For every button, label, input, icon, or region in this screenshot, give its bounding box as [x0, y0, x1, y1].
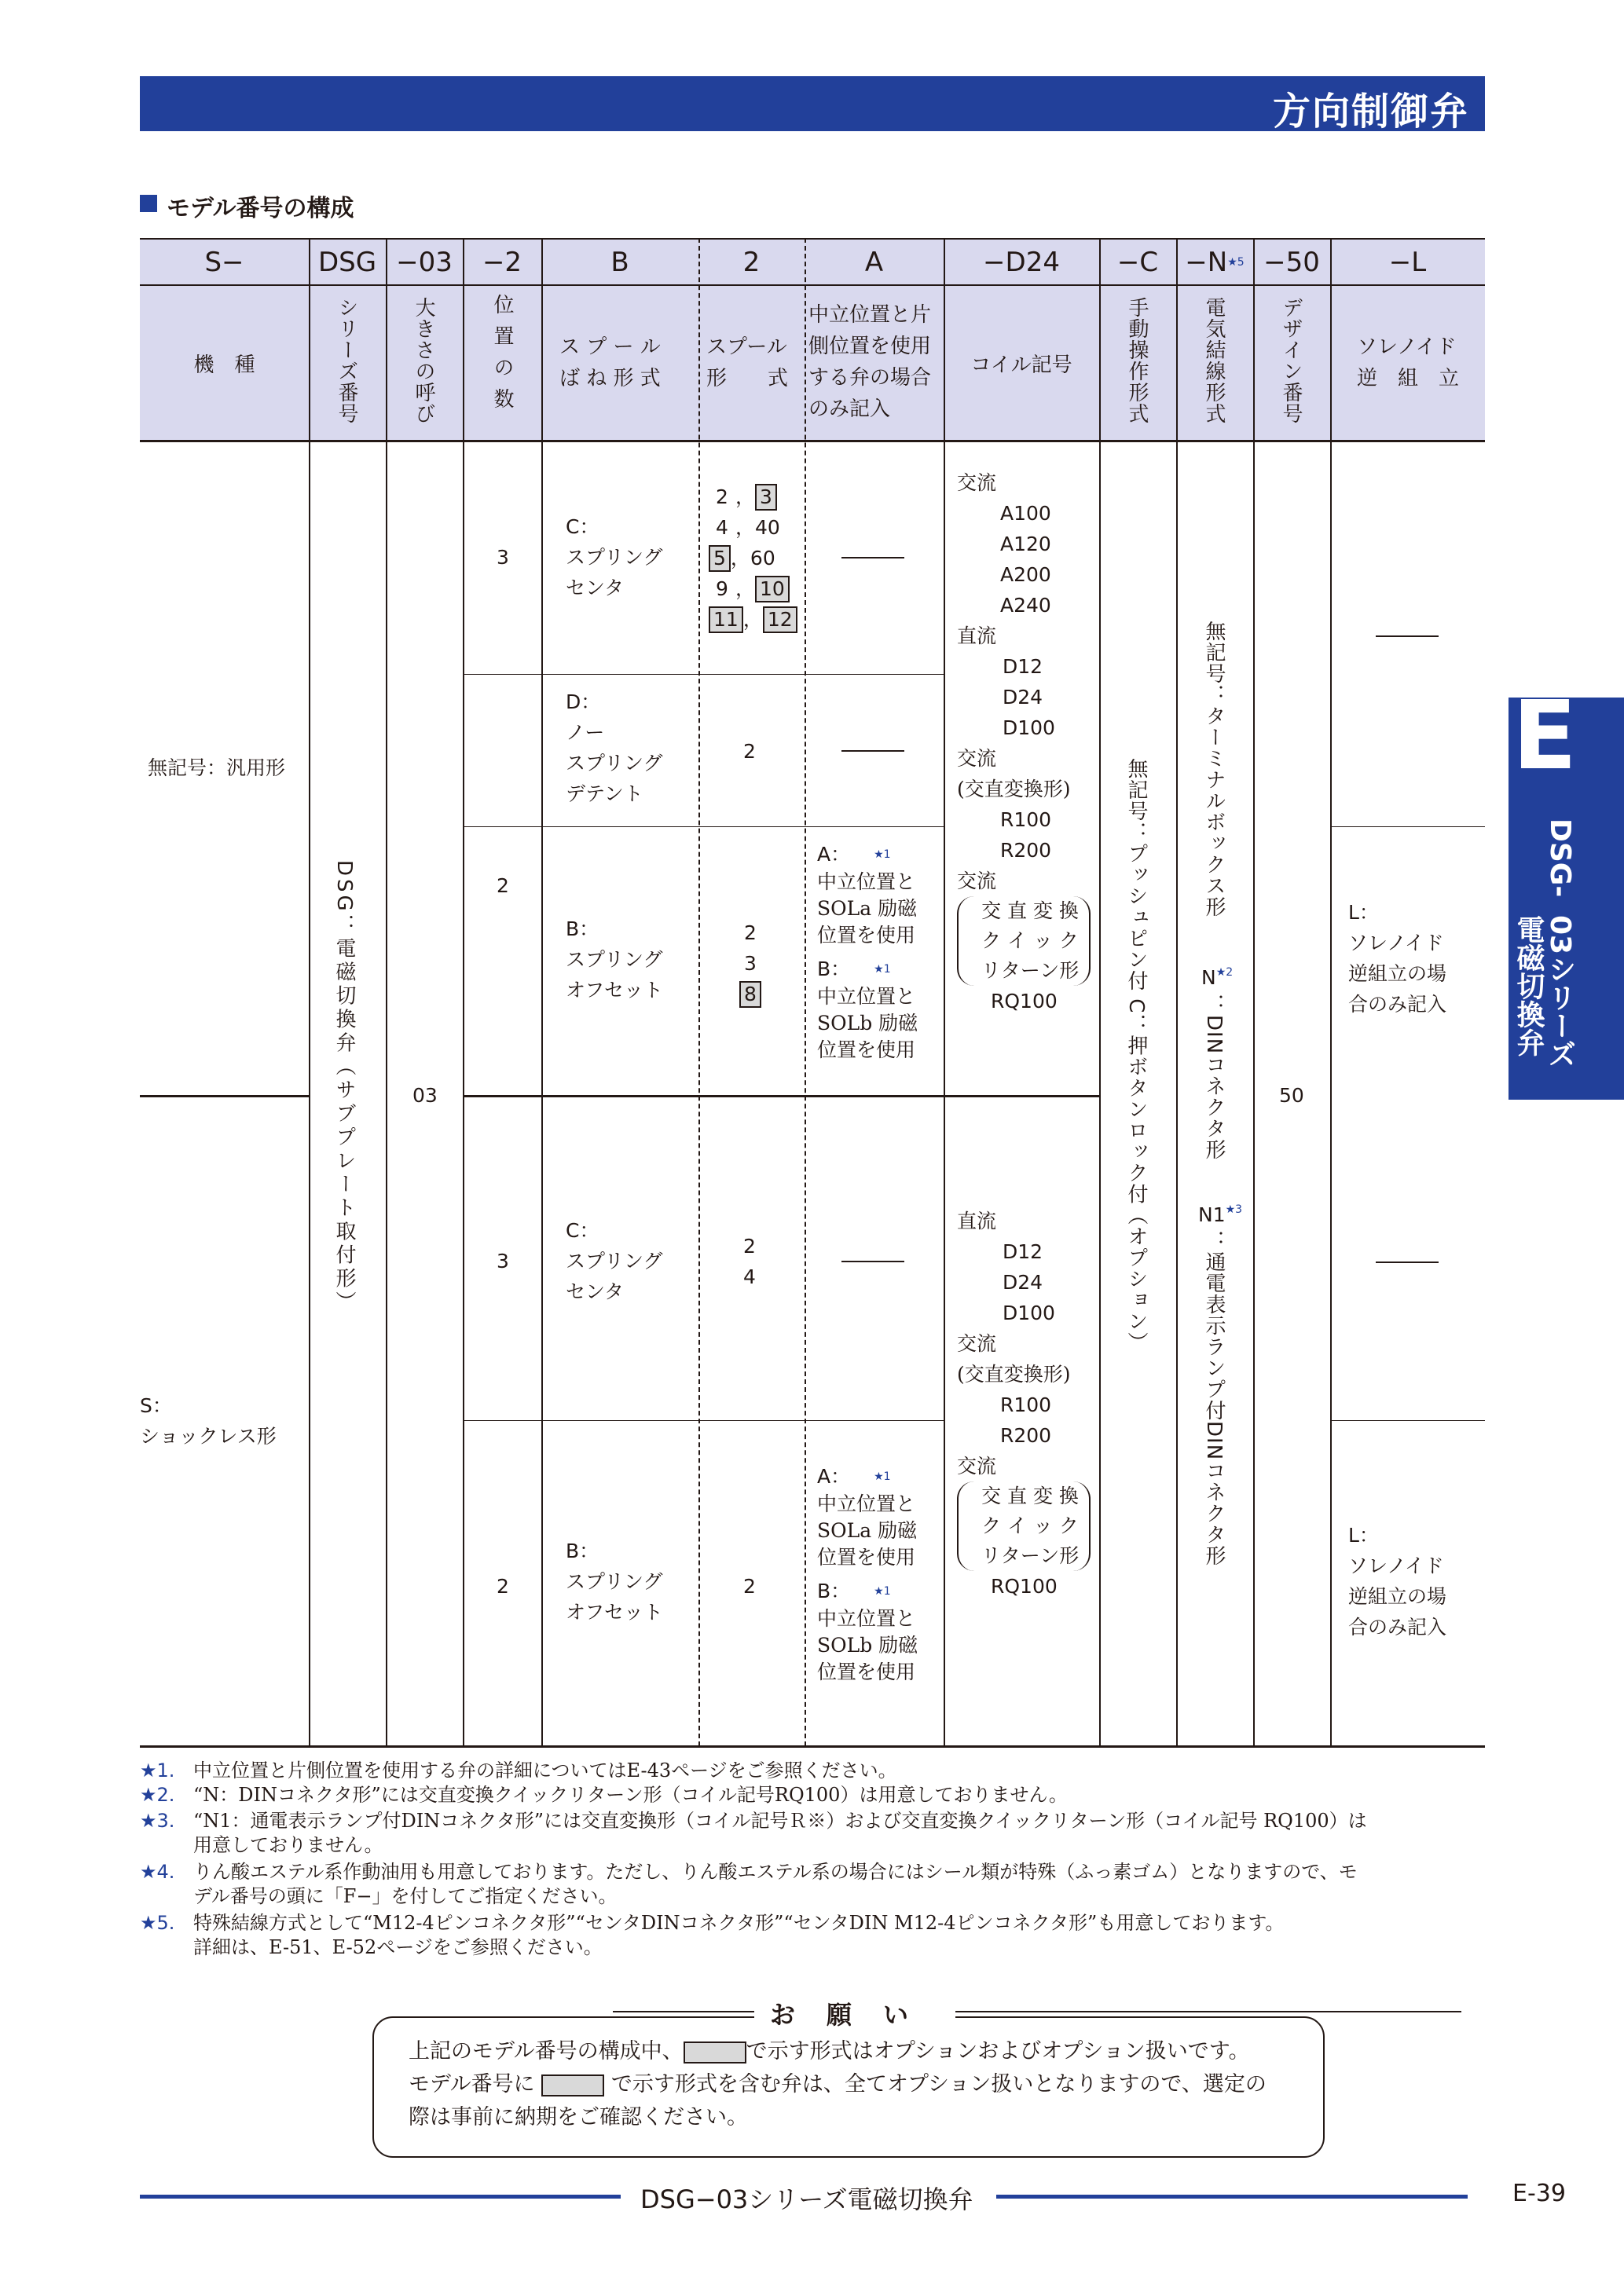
star-5-marker: ★5: [1227, 255, 1245, 269]
row1-spring: C： スプリング センタ: [566, 515, 663, 599]
row-line: [463, 674, 944, 675]
note-text: 用意しておりません。: [193, 1834, 383, 1856]
coil-dc-codes: D12 D24 D100: [1003, 655, 1055, 739]
kind-general: 無記号：汎用形: [148, 756, 286, 779]
note-5: [140, 1912, 1491, 1935]
row-line: [463, 1420, 944, 1421]
section-title: モデル番号の構成: [167, 195, 354, 222]
header-electrical: 電気結線形式: [1202, 297, 1226, 424]
header-manual: 手動操作形式: [1125, 297, 1149, 424]
header-spool-spring: ス プ ー ル ば ね 形 式: [559, 335, 661, 390]
electrical-n: [1201, 966, 1233, 989]
coil-quick-label: 交流: [957, 870, 997, 892]
code-design: −50: [1263, 246, 1320, 278]
row5-spring: B： スプリング オフセット: [566, 1540, 664, 1624]
row3-positions: 2: [497, 874, 509, 897]
spool-option: 2: [716, 485, 728, 508]
side-tab-series: DSG-: [1544, 818, 1576, 898]
spool-option-boxed: 11: [709, 606, 743, 633]
note-mark: ★2.: [140, 1784, 175, 1806]
col-line-dashed: [805, 238, 806, 1746]
center-a-text: 中立位置と SOLa 励磁 位置を使用: [817, 1492, 918, 1569]
code-series: DSG: [317, 246, 377, 278]
electrical-n1-code: N1: [1198, 1203, 1226, 1226]
header-center: 中立位置と片 側位置を使用 する弁の場合 のみ記入: [808, 303, 932, 421]
spool-option: 4: [716, 516, 728, 539]
row5-spool: 2: [743, 1575, 756, 1598]
header-band: [140, 76, 1485, 134]
col-line-dashed: [698, 238, 700, 1746]
header-positions: 位置の数: [490, 294, 514, 419]
side-tab-letter: E: [1512, 682, 1577, 791]
code-spring: B: [610, 246, 629, 278]
coil-acdc-codes: R100 R200: [1000, 808, 1052, 862]
center-b-label: B：: [817, 1580, 851, 1602]
request-line-3: 際は事前に納期をご確認ください。: [409, 2105, 748, 2129]
electrical-n1-text: ：通電表示ランプ付DINコネクタ形: [1202, 1230, 1226, 1567]
col-line: [944, 238, 945, 1746]
header-size: 大きさの呼び: [412, 297, 435, 424]
section-marker: [140, 195, 157, 212]
star-1-marker: ★1: [874, 963, 891, 976]
header-design: デザイン番号: [1279, 297, 1303, 424]
table-bottom-line: [140, 1745, 1485, 1748]
coil-acdc-label: 交流 (交直変換形): [957, 1332, 1071, 1386]
row5-center: [817, 1463, 918, 1686]
spool-option: 60: [750, 547, 775, 569]
coil-ac-label: 交流: [957, 471, 997, 494]
spool-option: 2: [744, 921, 757, 944]
star-2-marker: ★2: [1215, 966, 1234, 979]
section-divider: [463, 1095, 1099, 1097]
code-manual: −C: [1116, 246, 1159, 278]
coil-quick-text: 交 直 変 換 ク イ ッ ク リターン形: [957, 1481, 1091, 1571]
coil-dc-codes: D12 D24 D100: [1003, 1240, 1055, 1324]
col-line: [1253, 238, 1255, 1746]
request-line-1: 上記のモデル番号の構成中、 で示す形式はオプションおよびオプション扱いです。: [409, 2039, 1250, 2063]
code-solenoid: −L: [1388, 246, 1427, 278]
spool-option-boxed: 12: [763, 606, 797, 633]
code-electrical: −N ★5: [1185, 246, 1245, 278]
code-spool: 2: [742, 246, 761, 278]
coil-bottom: [957, 1206, 1091, 1602]
star-1-marker: ★1: [874, 1585, 891, 1598]
code-coil: −D24: [983, 246, 1060, 278]
electrical-n1: [1198, 1203, 1242, 1226]
page-number: E-39: [1512, 2180, 1566, 2207]
note-4: [140, 1861, 1491, 1884]
note-5-cont: [140, 1936, 1491, 1959]
page-title: 方向制御弁: [1272, 90, 1469, 134]
design-value: 50: [1279, 1084, 1304, 1107]
coil-dc-label: 直流: [957, 624, 997, 647]
spool-option: 40: [755, 516, 780, 539]
center-a-label: A：: [817, 843, 851, 866]
solenoid-dash-2: [1376, 1262, 1439, 1263]
coil-ac-codes: A100 A120 A200 A240: [1000, 502, 1051, 617]
coil-quick-code: RQ100: [991, 990, 1058, 1013]
row3-center: [817, 840, 918, 1064]
note-mark: ★4.: [140, 1861, 175, 1883]
spool-option: 9: [716, 577, 728, 600]
row2-spool: 2: [743, 740, 756, 763]
manual-text: 無記号：プッシュピン付 C：押ボタンロック付（オプション）: [1124, 758, 1148, 1353]
size-value: 03: [412, 1084, 438, 1107]
col-line: [386, 238, 387, 1746]
row1-spool: 2 ， 3 4 ，40 5 ，60 9 ， 10 11 ， 12: [709, 482, 801, 635]
note-mark: ★3.: [140, 1810, 175, 1832]
row1-positions: 3: [497, 546, 509, 569]
row-line: [1330, 1420, 1485, 1421]
section-divider: [140, 1095, 309, 1097]
row-line: [463, 826, 944, 827]
row2-center-dash: [841, 750, 904, 752]
spool-option-boxed: 10: [755, 576, 790, 602]
note-1: [140, 1760, 1491, 1782]
note-text: 詳細は、E-51、E-52ページをご参照ください。: [193, 1936, 603, 1958]
code-positions: −2: [482, 246, 522, 278]
row4-positions: 3: [497, 1250, 509, 1273]
note-4-cont: [140, 1885, 1491, 1908]
footer-rule-right: [996, 2195, 1468, 2199]
coil-dc-label: 直流: [957, 1210, 997, 1232]
note-mark: ★1.: [140, 1760, 175, 1782]
center-b-label: B：: [817, 958, 851, 980]
row4-spool: 2 4: [743, 1235, 756, 1288]
note-2: [140, 1784, 1491, 1807]
col-line: [541, 238, 543, 1746]
code-center: A: [864, 246, 884, 278]
row2-spring: D： ノー スプリング デテント: [566, 690, 663, 805]
spool-option-boxed: 3: [755, 484, 777, 511]
center-b-text: 中立位置と SOLb 励磁 位置を使用: [817, 985, 918, 1061]
row-line: [1330, 826, 1485, 827]
note-text: 特殊結線方式として“M12-4ピンコネクタ形”“センタDINコネクタ形”“センタDIN M12-4ピンコネクタ形”も用意しております。: [193, 1912, 1285, 1934]
option-swatch: [684, 2041, 746, 2063]
spool-option: 3: [744, 952, 757, 975]
star-3-marker: ★3: [1225, 1203, 1243, 1216]
col-line: [1099, 238, 1101, 1746]
col-line: [309, 238, 310, 1746]
request-line-2: モデル番号に で示す形式を含む弁は、全てオプション扱いとなりますので、選定の: [409, 2072, 1267, 2096]
solenoid-l-2: L： ソレノイド 逆組立の場 合のみ記入: [1348, 1524, 1447, 1639]
col-line: [463, 238, 464, 1746]
solenoid-dash-1: [1376, 635, 1439, 637]
spool-option-boxed: 8: [739, 981, 761, 1008]
row5-positions: 2: [497, 1575, 509, 1598]
header-series: シリーズ番号: [335, 297, 358, 424]
kind-shockless: S： ショックレス形: [140, 1394, 277, 1448]
coil-quick-code: RQ100: [991, 1575, 1058, 1598]
series-text: DSG：電磁切換弁（サブプレート取付形）: [332, 860, 356, 1315]
footer-title: DSG−03シリーズ電磁切換弁: [640, 2184, 973, 2214]
request-title: お願い: [754, 1995, 955, 2031]
header-spool-type: スプール 形 式: [706, 335, 789, 390]
header-kind: 機 種: [193, 353, 255, 377]
note-text: りん酸エステル系作動油用も用意しております。ただし、りん酸エステル系の場合にはシール類が特殊（ふっ素ゴム）となりますので、モ: [193, 1861, 1358, 1883]
coil-top: [957, 467, 1091, 1016]
spool-option-boxed: 5: [709, 545, 731, 572]
code-kind: S−: [204, 246, 244, 278]
side-tab-title: 03シリーズ 電磁切換弁: [1512, 915, 1576, 1068]
note-text: 中立位置と片側位置を使用する弁の詳細についてはE-43ページをご参照ください。: [193, 1760, 897, 1782]
footer-rule-left: [140, 2195, 621, 2199]
note-3-cont: [140, 1834, 1491, 1857]
note-3: [140, 1810, 1491, 1833]
coil-acdc-codes: R100 R200: [1000, 1393, 1052, 1447]
center-a-text: 中立位置と SOLa 励磁 位置を使用: [817, 870, 918, 947]
request-rule: [613, 2011, 1461, 2012]
header-coil: コイル記号: [970, 353, 1072, 377]
row1-center-dash: [841, 557, 904, 558]
electrical-n-text: ：DINコネクタ形: [1202, 994, 1226, 1161]
coil-quick-label: 交流: [957, 1455, 997, 1478]
electrical-n-code: N: [1201, 966, 1216, 989]
coil-quick-text: 交 直 変 換 ク イ ッ ク リターン形: [957, 896, 1091, 986]
note-text: デル番号の頭に「F−」を付してご指定ください。: [193, 1885, 618, 1907]
code-size: −03: [396, 246, 453, 278]
col-line: [1330, 238, 1332, 1746]
row4-spring: C： スプリング センタ: [566, 1219, 663, 1303]
header-solenoid: ソレノイド 逆 組 立: [1357, 335, 1460, 390]
row3-spring: B： スプリング オフセット: [566, 917, 664, 1002]
header-bottom-line: [140, 440, 1485, 442]
star-1-marker: ★1: [874, 848, 891, 861]
star-1-marker: ★1: [874, 1470, 891, 1483]
row3-spool: [735, 917, 766, 1009]
col-line: [1176, 238, 1178, 1746]
option-swatch: [541, 2074, 604, 2096]
center-a-label: A：: [817, 1465, 851, 1488]
electrical-none: 無記号：ターミナルボックス形: [1202, 621, 1226, 917]
note-text: “N：DINコネクタ形”には交直変換クイックリターン形（コイル記号RQ100）は用意しておりません。: [193, 1784, 1068, 1806]
coil-acdc-label: 交流 (交直変換形): [957, 747, 1071, 800]
solenoid-l-1: L： ソレノイド 逆組立の場 合のみ記入: [1348, 901, 1447, 1016]
center-b-text: 中立位置と SOLb 励磁 位置を使用: [817, 1607, 918, 1683]
note-mark: ★5.: [140, 1912, 175, 1934]
code-row-line: [140, 284, 1485, 286]
row4-center-dash: [841, 1261, 904, 1262]
note-text: “N1：通電表示ランプ付DINコネクタ形”には交直変換形（コイル記号Ｒ※）および交直変換クイックリターン形（コイル記号 RQ100）は: [193, 1810, 1367, 1832]
